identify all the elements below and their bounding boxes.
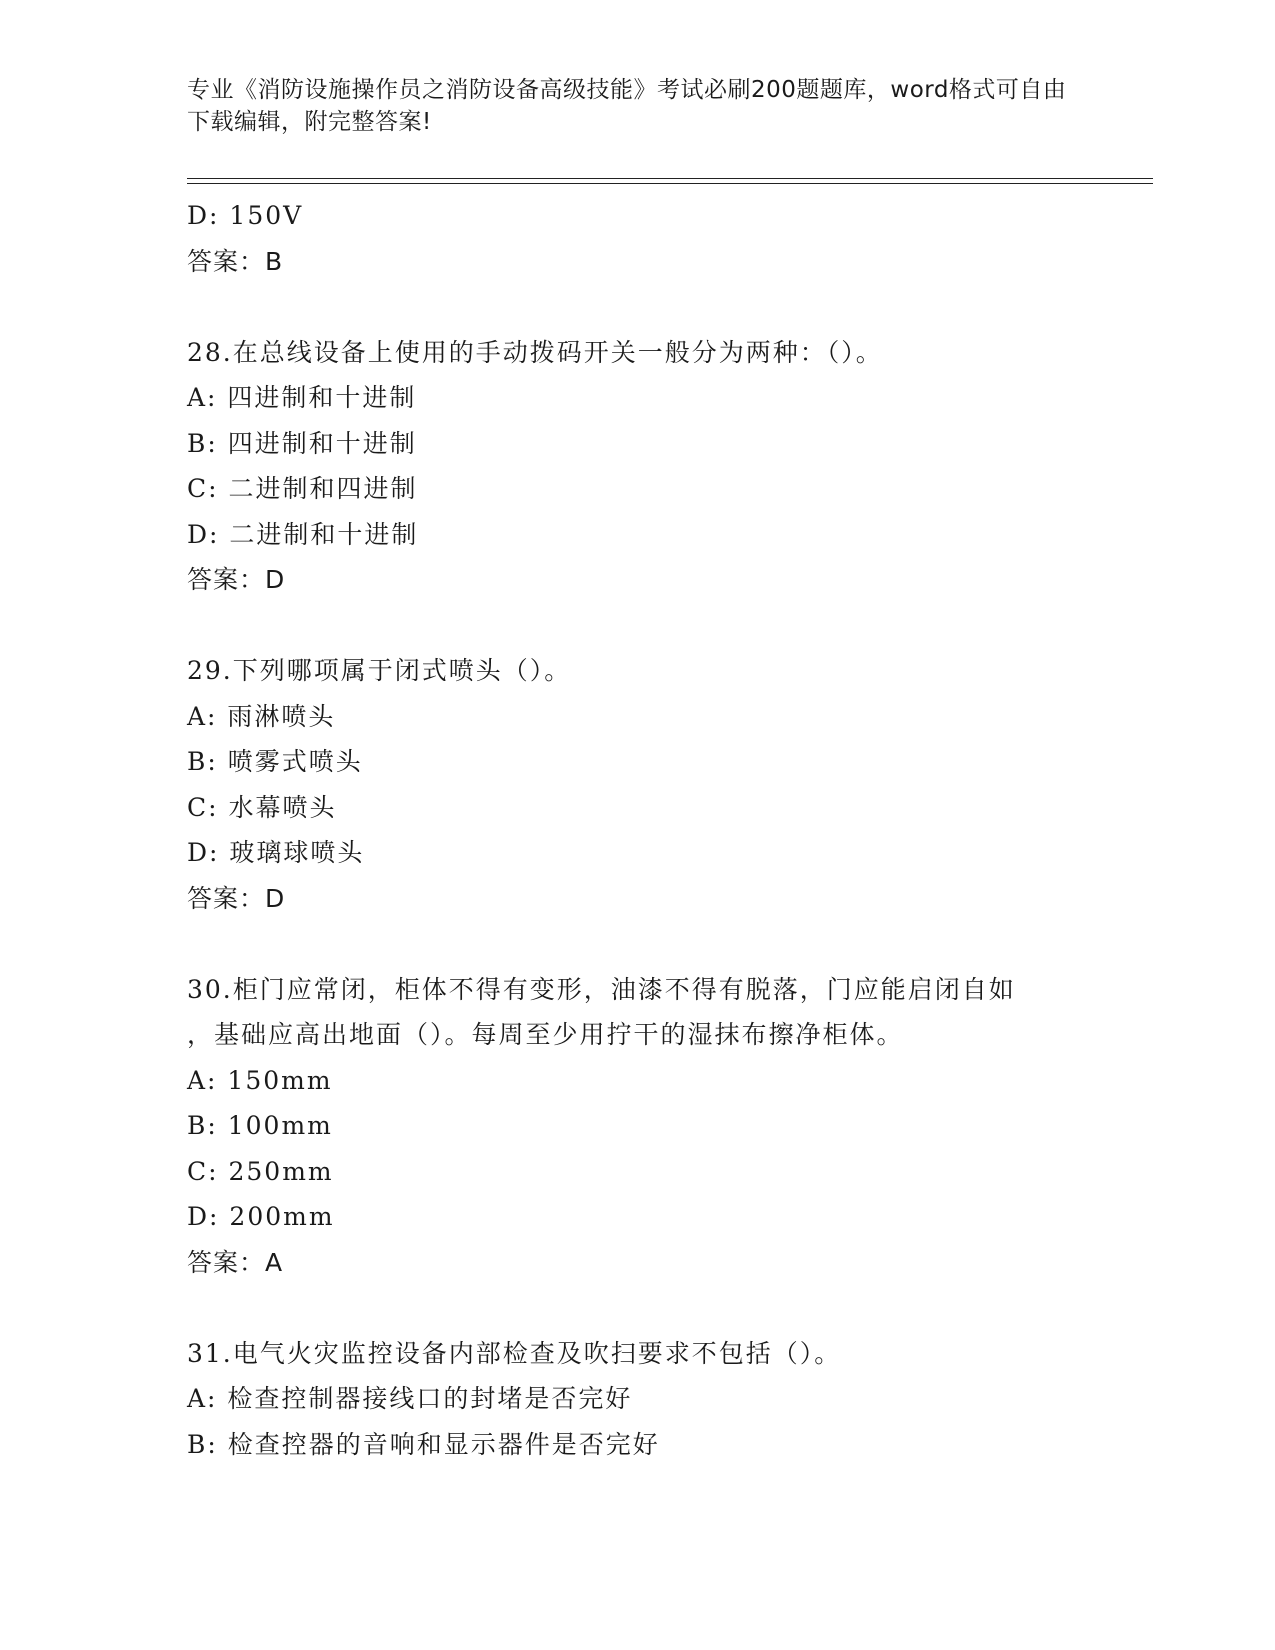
answer-line: 答案：A bbox=[187, 1247, 284, 1277]
option-b: B: 四进制和十进制 bbox=[187, 428, 417, 458]
option-d: D: 二进制和十进制 bbox=[187, 519, 419, 549]
option-b: B: 100mm bbox=[187, 1111, 333, 1140]
question-stem-line-2: ，基础应高出地面（）。每周至少用拧干的湿抹布擦净柜体。 bbox=[187, 1020, 904, 1049]
option-d: D: 玻璃球喷头 bbox=[187, 838, 365, 867]
question-28 bbox=[187, 330, 1087, 603]
question-30 bbox=[187, 967, 1087, 1286]
option-a: A: 检查控制器接线口的封堵是否完好 bbox=[187, 1384, 633, 1413]
header-divider-top bbox=[187, 178, 1153, 179]
option-b: B: 喷雾式喷头 bbox=[187, 747, 363, 776]
spacer bbox=[187, 1285, 1087, 1331]
answer-line: 答案：D bbox=[187, 883, 286, 913]
spacer bbox=[187, 921, 1087, 967]
option-c: C: 二进制和四进制 bbox=[187, 474, 418, 503]
option-a: A: 四进制和十进制 bbox=[187, 383, 417, 412]
spacer bbox=[187, 603, 1087, 649]
option-b: B: 检查控器的音响和显示器件是否完好 bbox=[187, 1429, 660, 1459]
option-d: D: 150V bbox=[187, 201, 304, 230]
question-stem: 31.电气火灾监控设备内部检查及吹扫要求不包括（）。 bbox=[187, 1338, 842, 1368]
question-stem: 28.在总线设备上使用的手动拨码开关一般分为两种：（）。 bbox=[187, 337, 883, 367]
option-c: C: 250mm bbox=[187, 1156, 334, 1186]
question-29 bbox=[187, 648, 1087, 921]
answer-line: 答案：B bbox=[187, 246, 284, 276]
page-header-title: 专业《消防设施操作员之消防设备高级技能》考试必刷200题题库，word格式可自由下载编辑，附完整答案! bbox=[187, 77, 1067, 135]
question-31 bbox=[187, 1331, 1087, 1468]
spacer bbox=[187, 284, 1087, 330]
question-stem-line-1: 30.柜门应常闭，柜体不得有变形，油漆不得有脱落，门应能启闭自如 bbox=[187, 974, 1016, 1004]
question-list bbox=[187, 193, 1087, 1467]
option-d: D: 200mm bbox=[187, 1202, 335, 1231]
option-a: A: 雨淋喷头 bbox=[187, 701, 336, 731]
header-divider-bottom bbox=[187, 183, 1153, 184]
option-c: C: 水幕喷头 bbox=[187, 792, 337, 822]
answer-line: 答案：D bbox=[187, 565, 286, 594]
question-stem: 29.下列哪项属于闭式喷头（）。 bbox=[187, 656, 572, 685]
option-a: A: 150mm bbox=[187, 1065, 333, 1095]
